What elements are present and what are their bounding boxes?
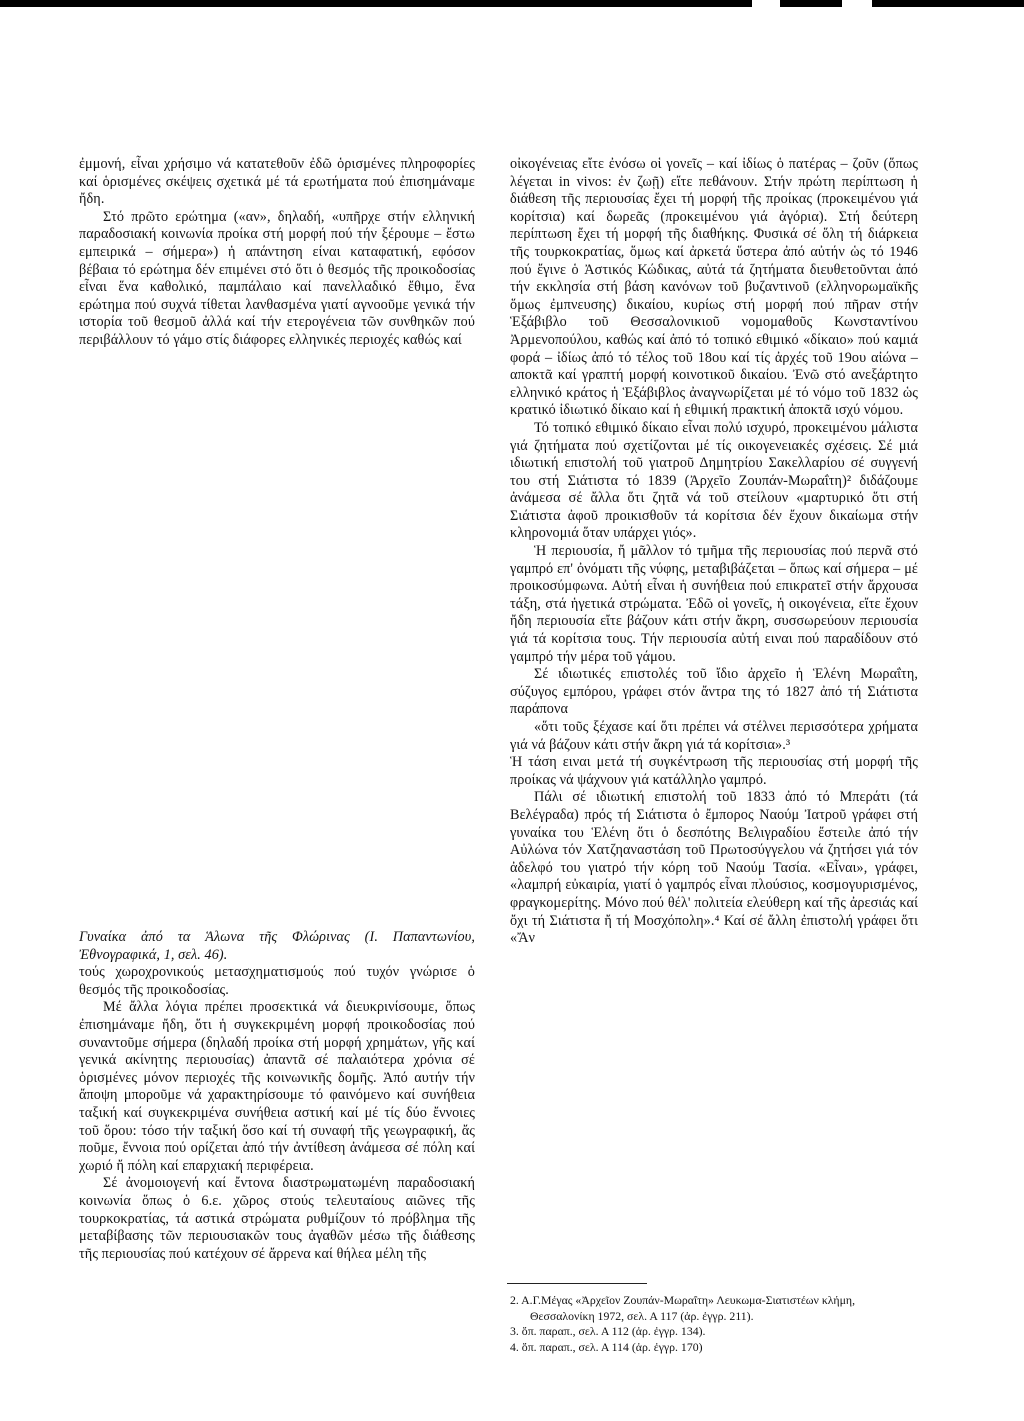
paragraph: Τό τοπικό εθιμικό δίκαιο εἶναι πολύ ισχυρό, προκειμένου μάλιστα γιά ζητήματα πού σχετίζονται μέ τίς οικογενειακές σχέσεις. Σέ μιά ιδιωτική επιστολή τοῦ γιατροῦ Δημητρίου Σακελλαρίου σέ συγγενή του στή Σιάτιστα τό 1839 (Ἀρχεῖο Ζουπάν-Μωραΐτη)² διδάζουμε ἀνάμεσα σέ ἄλλα ὅτι ζητᾶ νά τοῦ στείλουν «μαρτυρικό ὅτι στή Σιάτιστα ἀφοῦ προικισθοῦν τά κορίτσια δέν ἔχουν δικαίωμα στήν κληρονομιά ὅταν υπάρχει γιός».	[510, 419, 918, 542]
paragraph: Ἡ περιουσία, ἤ μᾶλλον τό τμῆμα τῆς περιουσίας πού περνᾶ στό γαμπρό επ' ὀνόματι τῆς νύφης, μεταβιβάζεται – ὅπως καί σήμερα – μέ προικοσύμφωνα. Αὐτή εἶναι ἡ συνήθεια πού επικρατεῖ στήν ἄρχουσα τάξη, στά ἡγετικά στρώματα. Ἐδῶ οἱ γονεῖς, ἡ οικογένεια, εἴτε ἔχουν ἤδη περιουσία εἴτε βάζουν κάτι στήν ἄκρη, συσσωρεύουν περιουσία γιά τά κορίτσια τους. Τήν περιουσία αὐτή ειναι πού παραδίδουν στό γαμπρό τήν μέρα τοῦ γάμου.	[510, 543, 918, 665]
paragraph: Μέ ἄλλα λόγια πρέπει προσεκτικά νά διευκρινίσουμε, ὅπως ἐπισημάναμε ἤδη, ὅτι ἡ συγκεκριμένη μορφή προικοδοσίας πού συναντοῦμε σήμερα (δηλαδή προίκα στή μορφή χρημάτων, γῆς καί γενικά ακίνητης περιουσίας) ἀπαντᾶ σέ παλαιότερα χρόνια σέ ὁρισμένες μόνον περιοχές τῆς κοινωνικῆς δομῆς. Ἀπό αυτήν τήν ἄποψη μποροῦμε νά χαρακτηρίσουμε τό φαινόμενο καί συνήθεια ταξική καί συγκεκριμένα συνήθεια αστική καί μέ τίς δύο ἔννοιες τοῦ ὅρου: τόσο τήν ταξική ὅσο καί τή συναφή τῆς γεωγραφική, ἄς ποῦμε, ἔννοια πού ορίζεται ἀπό τήν ἀντίθεση ἀνάμεσα σέ πόλη καί χωριό ἤ πόλη καί επαρχιακή περιφέρεια.	[79, 999, 475, 1174]
paragraph: οἰκογένειας εἴτε ἐνόσω οἱ γονεῖς – καί ἰδίως ὁ πατέρας – ζοῦν (ὅπως λέγεται in vivos: ἐν ζωῇ) εἴτε πεθάνουν. Στήν πρώτη περίπτωση ἡ διάθεση τῆς περιουσίας ἔχει τή μορφή τῆς προίκας (προκειμένου γιά κορίτσια) καί δωρεᾶς (προκειμένου γιά ἀγόρια). Στή δεύτερη περίπτωση ἔχει τή μορφή τῆς διαθήκης. Φυσικά σέ ὅλη τή διάρκεια τῆς τουρκοκρατίας, ὅμως καί ἀρκετά ὕστερα ἀπό αὐτήν ὡς τό 1946 πού ἔγινε ὁ Ἀστικός Κώδικας, αὐτά τά ζητήματα διευθετοῦνται ἀπό τήν εκκλησία στή βάση κανόνων τοῦ βυζαντινοῦ (ελληνορωμαϊκῆς ὅμως ἐμπνευσης) δικαίου, κυρίως στή μορφή πού πῆραν στήν Ἑξάβιβλο τοῦ Θεσσαλονικιοῦ νομομαθοῦς Κωνσταντίνου Ἀρμενοπούλου, καθώς καί ἀπό τό τοπικό εθιμικό «δίκαιο» πού καμιά φορά – ἰδίως ἀπό τό τέλος τοῦ 18ου καί τίς ἀρχές τοῦ 19ου αἰώνα – αποκτᾶ καί γραπτή μορφή κοινοτικοῦ δικαίου. Ἐνῶ στό ανεξάρτητο ελληνικό κράτος ἡ Ἑξάβιβλος ἀναγνωρίζεται μέ τό νόμο τοῦ 1832 ὡς κρατικό ἰδιωτικό δίκαιο καί ἡ εθιμική πρακτική ἀποκτᾶ ισχύ νόμου.	[510, 156, 918, 419]
paragraph: ἐμμονή, εἶναι χρήσιμο νά κατατεθοῦν ἐδῶ ὁρισμένες πληροφορίες καί ὁρισμένες σκέψεις σχετικά μέ τά ερωτήματα πού ἐπισημάναμε ἤδη.	[79, 156, 475, 208]
figure-caption: Γυναίκα ἀπό τα Ἁλωνα τῆς Φλώρινας (Ι. Παπαντωνίου, Ἐθνογραφικά, 1, σελ. 46).	[79, 929, 475, 963]
top-scan-gap	[842, 0, 872, 7]
paragraph: Στό πρῶτο ερώτημα («αν», δηλαδή, «υπῆρχε στήν ελληνική παραδοσιακή κοινωνία προίκα στή μορφή πού τήν ξέρουμε – ἔστω εμπειρικά – σήμερα») ἡ απάντηση είναι καταφατική, εφόσον βέβαια τό ερώτημα δέν επιμένει στό ὅτι ὁ θεσμός τῆς προικοδοσίας εἶναι ἕνα καθολικό, παμπάλαιο καί πανελλαδικό ἔθιμο, ἕνα ερώτημα πού συχνά τίθεται λανθασμένα γιατί αγνοοῦμε γενικά τήν ιστορία τοῦ θεσμοῦ ἀλλά καί τήν ετερογένεια τῶν συνθηκῶν πού περιβάλλουν τό γάμο στίς διάφορες ελληνικές περιοχές καθώς καί	[79, 208, 475, 348]
paragraph: Πάλι σέ ιδιωτική επιστολή τοῦ 1833 ἀπό τό Μπεράτι (τά Βελέγραδα) πρός τή Σιάτιστα ὁ ἔμπορος Ναούμ Ἰατροῦ γράφει στή γυναίκα του Ἑλένη ὅτι ὁ δεσπότης Βελιγραδίου ἔστειλε ἀπό τήν Αὐλώνα τόν Χατζηαναστάση τοῦ Πρωτοσύγγελου νά ζητήσει γιά τόν ἀδελφό του γιατρό τήν κόρη τοῦ Ναούμ Τασία. «Εἶναι», γράφει, «λαμπρή εὐκαιρία, γιατί ὁ γαμπρός εἶναι πλούσιος, κοσμογυρισμένος, φραγκομερίτης. Μόνο πού θέλ' πολιτεία ελεύθερη καί τῆς ἀρεσιάς καί ὄχι τή Σιάτιστα ἤ τή Μοσχόπολη».⁴ Καί σέ ἄλλη ἐπιστολή γράφει ὅτι «Ἄν	[510, 789, 918, 947]
paragraph: Σέ ιδιωτικές επιστολές τοῦ ἴδιο ἀρχεῖο ἡ Ἑλένη Μωραΐτη, σύζυγος εμπόρου, γράφει στόν ἄντρα της τό 1827 ἀπό τή Σιάτιστα παράπονα	[510, 666, 918, 718]
footnote: 3. ὅπ. παραπ., σελ. Α 112 (ἀρ. ἐγγρ. 134).	[510, 1324, 706, 1339]
right-column	[510, 156, 918, 948]
footnote-rule	[507, 1283, 647, 1284]
paragraph: Ἡ τάση ειναι μετά τή συγκέντρωση τῆς περιουσίας στή μορφή τῆς προίκας νά ψάχνουν γιά κατάλληλο γαμπρό.	[510, 754, 918, 788]
left-column-top	[79, 156, 475, 350]
paragraph: Σέ ἀνομοιογενή καί ἔντονα διαστρωματωμένη παραδοσιακή κοινωνία ὅπως ὁ 6.ε. χῶρος στούς τελευταίους αιῶνες τῆς τουρκοκρατίας, τά αστικά στρώματα ρυθμίζουν τό πρόβλημα τῆς μεταβίβασης τῶν περιουσιακῶν τους ἀγαθῶν μέσω τῆς διάθεσης τῆς περιουσίας πού κατέχουν σέ ἄρρενα καί θήλεα μέλη τῆς	[79, 1175, 475, 1262]
footnotes	[510, 1293, 918, 1355]
block-quote: «ὅτι τοῦς ξέχασε καί ὅτι πρέπει νά στέλνει περισσότερα χρήματα γιά νά βάζουν κάτι στήν ἄκρη γιά τά κορίτσια».³	[510, 719, 918, 753]
top-scan-gap	[752, 0, 780, 7]
footnote: 4. ὅπ. παραπ., σελ. Α 114 (ἀρ. ἐγγρ. 170)	[510, 1339, 703, 1354]
paragraph: τούς χωροχρονικούς μετασχηματισμούς πού τυχόν γνώρισε ὁ θεσμός τῆς προικοδοσίας.	[79, 964, 475, 998]
footnote: 2. Α.Γ.Μέγας «Ἀρχεῖον Ζουπάν-Μωραΐτη» Λευκωμα-Σιατιστέων κλήμη, Θεσσαλονίκη 1972, σελ. Α 117 (ἀρ. ἐγγρ. 211).	[510, 1293, 856, 1323]
left-column-bottom	[79, 929, 475, 1263]
